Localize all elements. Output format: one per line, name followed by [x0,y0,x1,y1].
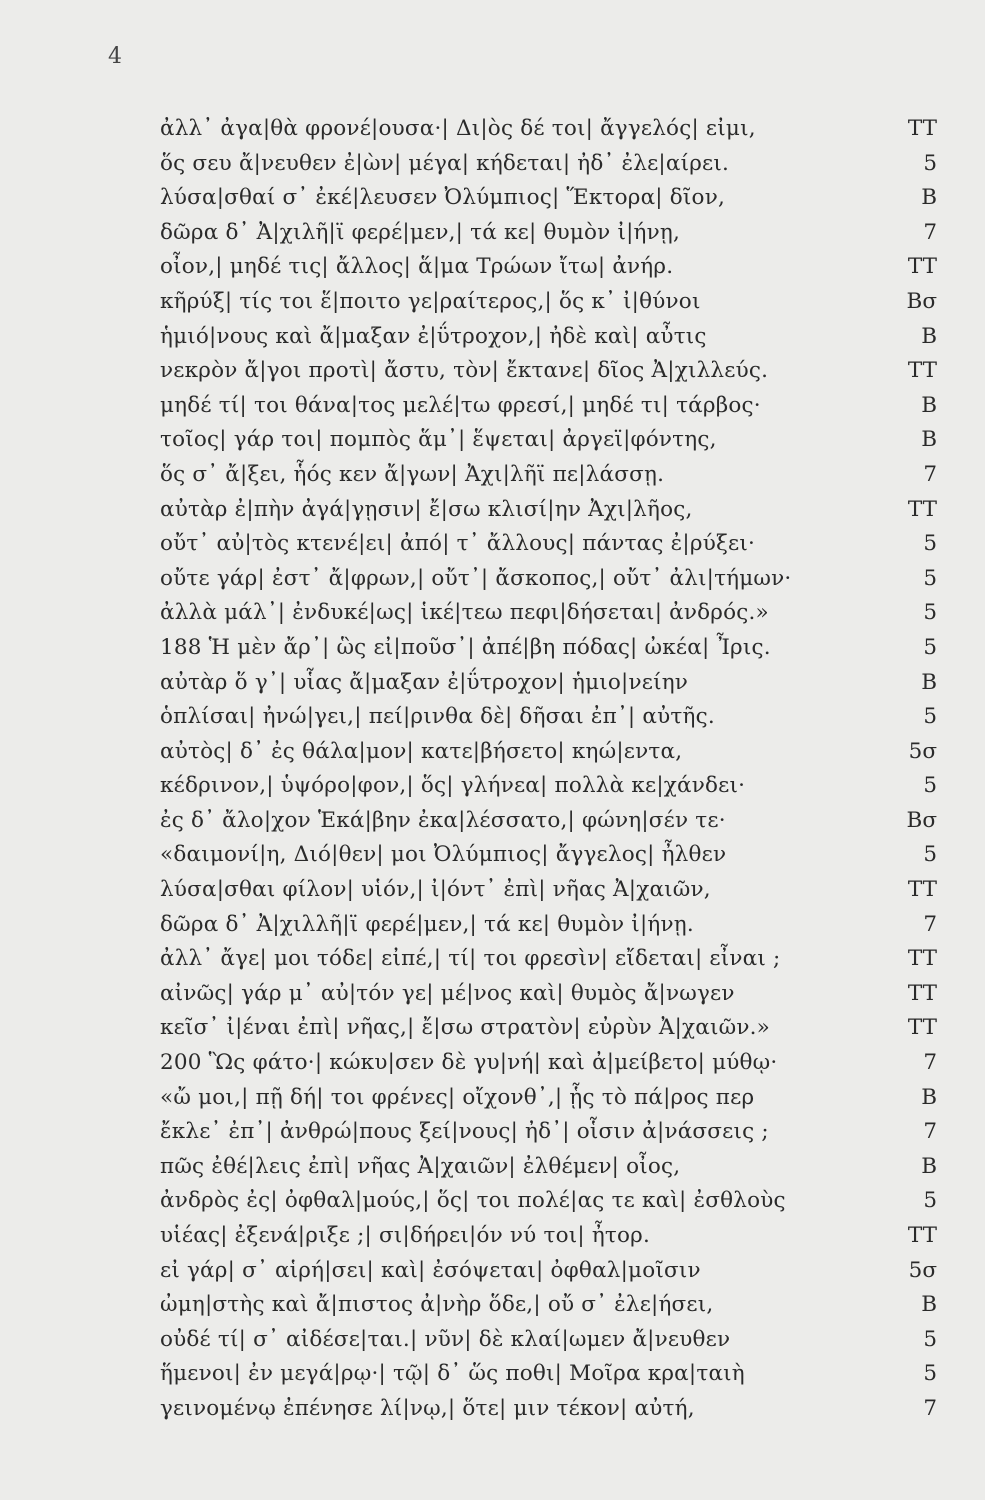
verse-line [0,1150,985,1185]
verse-line [0,977,985,1012]
metrical-code: B [921,392,937,418]
metrical-code: B [921,185,937,211]
metrical-code: 7 [923,461,937,487]
verse-line [0,285,985,320]
metrical-code: 5 [923,1188,937,1214]
verse-text: ἀλλ᾽ ἄγε| μοι τόδε| εἰπέ,| τί| τοι φρεσὶν| εἴδεται| εἶναι ; [160,946,781,972]
verse-text: αὐτὰρ ἐ|πὴν ἀγά|γῃσιν| ἔ|σω κλισί|ην Ἀχι|λῆος, [160,496,693,522]
metrical-code: 7 [923,1119,937,1145]
verse-text: αὐτὰρ ὅ γ᾽| υἷας ἄ|μαξαν ἐ|ΰτροχον| ἡμιο|νείην [160,669,689,695]
verse-text: πῶς ἐθέ|λεις ἐπὶ| νῆας Ἀ|χαιῶν| ἐλθέμεν| οἶος, [160,1153,681,1179]
verse-line [0,458,985,493]
metrical-code: Bσ [906,807,937,833]
verse-text: ὠμη|στὴς καὶ ἄ|πιστος ἀ|νὴρ ὅδε,| οὔ σ᾽ ἐλε|ήσει, [160,1292,714,1318]
metrical-code: TT [907,116,937,141]
verse-text: υἱέας| ἐξενά|ριξε ;| σι|δήρει|όν νύ τοι| ἦτορ. [160,1223,651,1248]
metrical-code: B [921,427,937,453]
metrical-code: TT [907,1223,937,1248]
verse-lines [0,112,985,1427]
metrical-code: TT [907,254,937,280]
metrical-code: B [921,1084,937,1110]
verse-line [0,250,985,285]
verse-text: ὅς σευ ἄ|νευθεν ἐ|ὼν| μέγα| κήδεται| ἠδ᾽ ἐλε|αίρει. [160,150,730,176]
metrical-code: TT [907,358,937,384]
metrical-code: 5σ [908,738,937,764]
verse-line [0,423,985,458]
verse-text: 200 Ὣς φάτο·| κώκυ|σεν δὲ γυ|νή| καὶ ἀ|μείβετο| μύθῳ· [160,1050,778,1076]
metrical-code: 5σ [908,1257,937,1283]
verse-text: αὐτὸς| δ᾽ ἐς θάλα|μον| κατε|βήσετο| κηώ|εντα, [160,738,683,764]
verse-text: κέδρινον,| ὑψόρο|φον,| ὅς| γλήνεα| πολλὰ κε|χάνδει· [160,773,746,799]
verse-text: ἀνδρὸς ἐς| ὀφθαλ|μούς,| ὅς| τοι πολέ|ας τε καὶ| ἐσθλοὺς [160,1188,786,1214]
verse-line [0,1219,985,1254]
verse-text: δῶρα δ᾽ Ἀ|χιλῆ|ϊ φερέ|μεν,| τά κε| θυμὸν ἰ|ήνῃ, [160,219,681,245]
metrical-code: 5 [923,842,937,868]
verse-text: ἀλλὰ μάλ᾽| ἐνδυκέ|ως| ἱκέ|τεω πεφι|δήσεται| ἀνδρός.» [160,600,769,626]
metrical-code: TT [907,496,937,522]
verse-line [0,1081,985,1116]
verse-text: «δαιμονί|η, Διό|θεν| μοι Ὀλύμπιος| ἄγγελος| ἦλθεν [160,842,727,868]
metrical-code: B [921,669,937,695]
verse-text: εἰ γάρ| σ᾽ αἱρή|σει| καὶ| ἐσόψεται| ὀφθαλ|μοῖσιν [160,1257,701,1283]
verse-line [0,1184,985,1219]
metrical-code: 5 [923,150,937,176]
verse-line [0,596,985,631]
metrical-code: B [921,1292,937,1318]
verse-text: γεινομένῳ ἐπένησε λί|νῳ,| ὅτε| μιν τέκον| αὐτή, [160,1395,695,1421]
verse-line [0,700,985,735]
verse-text: λύσα|σθαι φίλον| υἱόν,| ἰ|όντ᾽ ἐπὶ| νῆας Ἀ|χαιῶν, [160,877,711,903]
metrical-code: B [921,323,937,349]
verse-line [0,493,985,528]
verse-line [0,527,985,562]
metrical-code: 5 [923,600,937,626]
verse-text: οἶον,| μηδέ τις| ἄλλος| ἅ|μα Τρώων ἴτω| ἀνήρ. [160,254,674,280]
verse-text: ἔκλε᾽ ἐπ᾽| ἀνθρώ|πους ξεί|νους| ἠδ᾽| οἷσιν ἀ|νάσσεις ; [160,1119,769,1145]
verse-text: κῆρύξ| τίς τοι ἕ|ποιτο γε|ραίτερος,| ὅς κ᾽ ἰ|θύνοι [160,288,701,314]
verse-line [0,181,985,216]
metrical-code: 7 [923,1050,937,1076]
verse-text: δῶρα δ᾽ Ἀ|χιλλῆ|ϊ φερέ|μεν,| τά κε| θυμὸν ἰ|ήνῃ. [160,911,694,937]
page-number: 4 [108,44,122,69]
metrical-code: 7 [923,911,937,937]
verse-text: κεῖσ᾽ ἰ|έναι ἐπὶ| νῆας,| ἔ|σω στρατὸν| εὐρὺν Ἀ|χαιῶν.» [160,1015,771,1041]
verse-line [0,1288,985,1323]
verse-line [0,112,985,147]
metrical-code: TT [907,1015,937,1041]
verse-line [0,1115,985,1150]
metrical-code: B [921,1153,937,1179]
verse-line [0,1046,985,1081]
verse-line [0,735,985,770]
verse-text: οὔτε γάρ| ἐστ᾽ ἄ|φρων,| οὔτ᾽| ἄσκοπος,| οὔτ᾽ ἀλι|τήμων· [160,565,792,591]
verse-line [0,216,985,251]
metrical-code: 5 [923,565,937,591]
metrical-code: TT [907,877,937,903]
metrical-code: 7 [923,1395,937,1421]
metrical-code: 5 [923,531,937,557]
verse-text: ἀλλ᾽ ἀγα|θὰ φρονέ|ουσα·| Δι|ὸς δέ τοι| ἄγγελός| εἰμι, [160,116,756,141]
verse-line [0,1357,985,1392]
verse-text: αἰνῶς| γάρ μ᾽ αὐ|τόν γε| μέ|νος καὶ| θυμὸς ἄ|νωγεν [160,980,735,1006]
verse-text: οὐδέ τί| σ᾽ αἰδέσε|ται.| νῦν| δὲ κλαί|ωμεν ἄ|νευθεν [160,1326,731,1352]
verse-line [0,1392,985,1427]
verse-line [0,838,985,873]
verse-line [0,147,985,182]
metrical-code: 5 [923,1361,937,1387]
metrical-code: 5 [923,634,937,660]
verse-text: οὔτ᾽ αὐ|τὸς κτενέ|ει| ἀπό| τ᾽ ἄλλους| πάντας ἐ|ρύξει· [160,531,756,557]
verse-text: ὅς σ᾽ ἄ|ξει, ἧός κεν ἄ|γων| Ἀχι|λῆϊ πε|λάσσῃ. [160,461,665,487]
verse-text: ἐς δ᾽ ἄλο|χον Ἑκά|βην ἐκα|λέσσατο,| φώνη|σέν τε· [160,807,726,833]
verse-text: «ὤ μοι,| πῇ δή| τοι φρένες| οἴχονθ᾽,| ᾗς τὸ πά|ρος περ [160,1084,755,1110]
verse-text: ὁπλίσαι| ἠνώ|γει,| πεί|ρινθα δὲ| δῆσαι ἐπ᾽| αὐτῆς. [160,704,715,730]
verse-text: ἡμιό|νους καὶ ἄ|μαξαν ἐ|ΰτροχον,| ἠδὲ καὶ| αὖτις [160,323,707,349]
metrical-code: 7 [923,219,937,245]
metrical-code: 5 [923,1326,937,1352]
metrical-code: TT [907,946,937,972]
verse-text: νεκρὸν ἄ|γοι προτὶ| ἄστυ, τὸν| ἔκτανε| δῖος Ἀ|χιλλεύς. [160,358,769,384]
verse-line [0,908,985,943]
verse-line [0,942,985,977]
verse-line [0,666,985,701]
verse-line [0,873,985,908]
metrical-code: 5 [923,704,937,730]
verse-line [0,1254,985,1289]
verse-line [0,631,985,666]
verse-text: 188 Ἡ μὲν ἄρ᾽| ὣς εἰ|ποῦσ᾽| ἀπέ|βη πόδας| ὠκέα| Ἶρις. [160,634,771,660]
verse-line [0,1011,985,1046]
metrical-code: TT [907,980,937,1006]
verse-line [0,769,985,804]
verse-line [0,562,985,597]
verse-line [0,320,985,355]
verse-text: ἥμενοι| ἐν μεγά|ρῳ·| τῷ| δ᾽ ὥς ποθι| Μοῖρα κρα|ταιὴ [160,1361,745,1387]
metrical-code: Bσ [906,288,937,314]
verse-text: λύσα|σθαί σ᾽ ἐκέ|λευσεν Ὀλύμπιος| Ἕκτορα| δῖον, [160,185,726,211]
verse-line [0,354,985,389]
metrical-code: 5 [923,773,937,799]
verse-line [0,1323,985,1358]
verse-text: μηδέ τί| τοι θάνα|τος μελέ|τω φρεσί,| μηδέ τι| τάρβος· [160,392,761,418]
verse-line [0,804,985,839]
verse-line [0,389,985,424]
verse-text: τοῖος| γάρ τοι| πομπὸς ἅμ᾽| ἕψεται| ἀργεϊ|φόντης, [160,427,717,453]
